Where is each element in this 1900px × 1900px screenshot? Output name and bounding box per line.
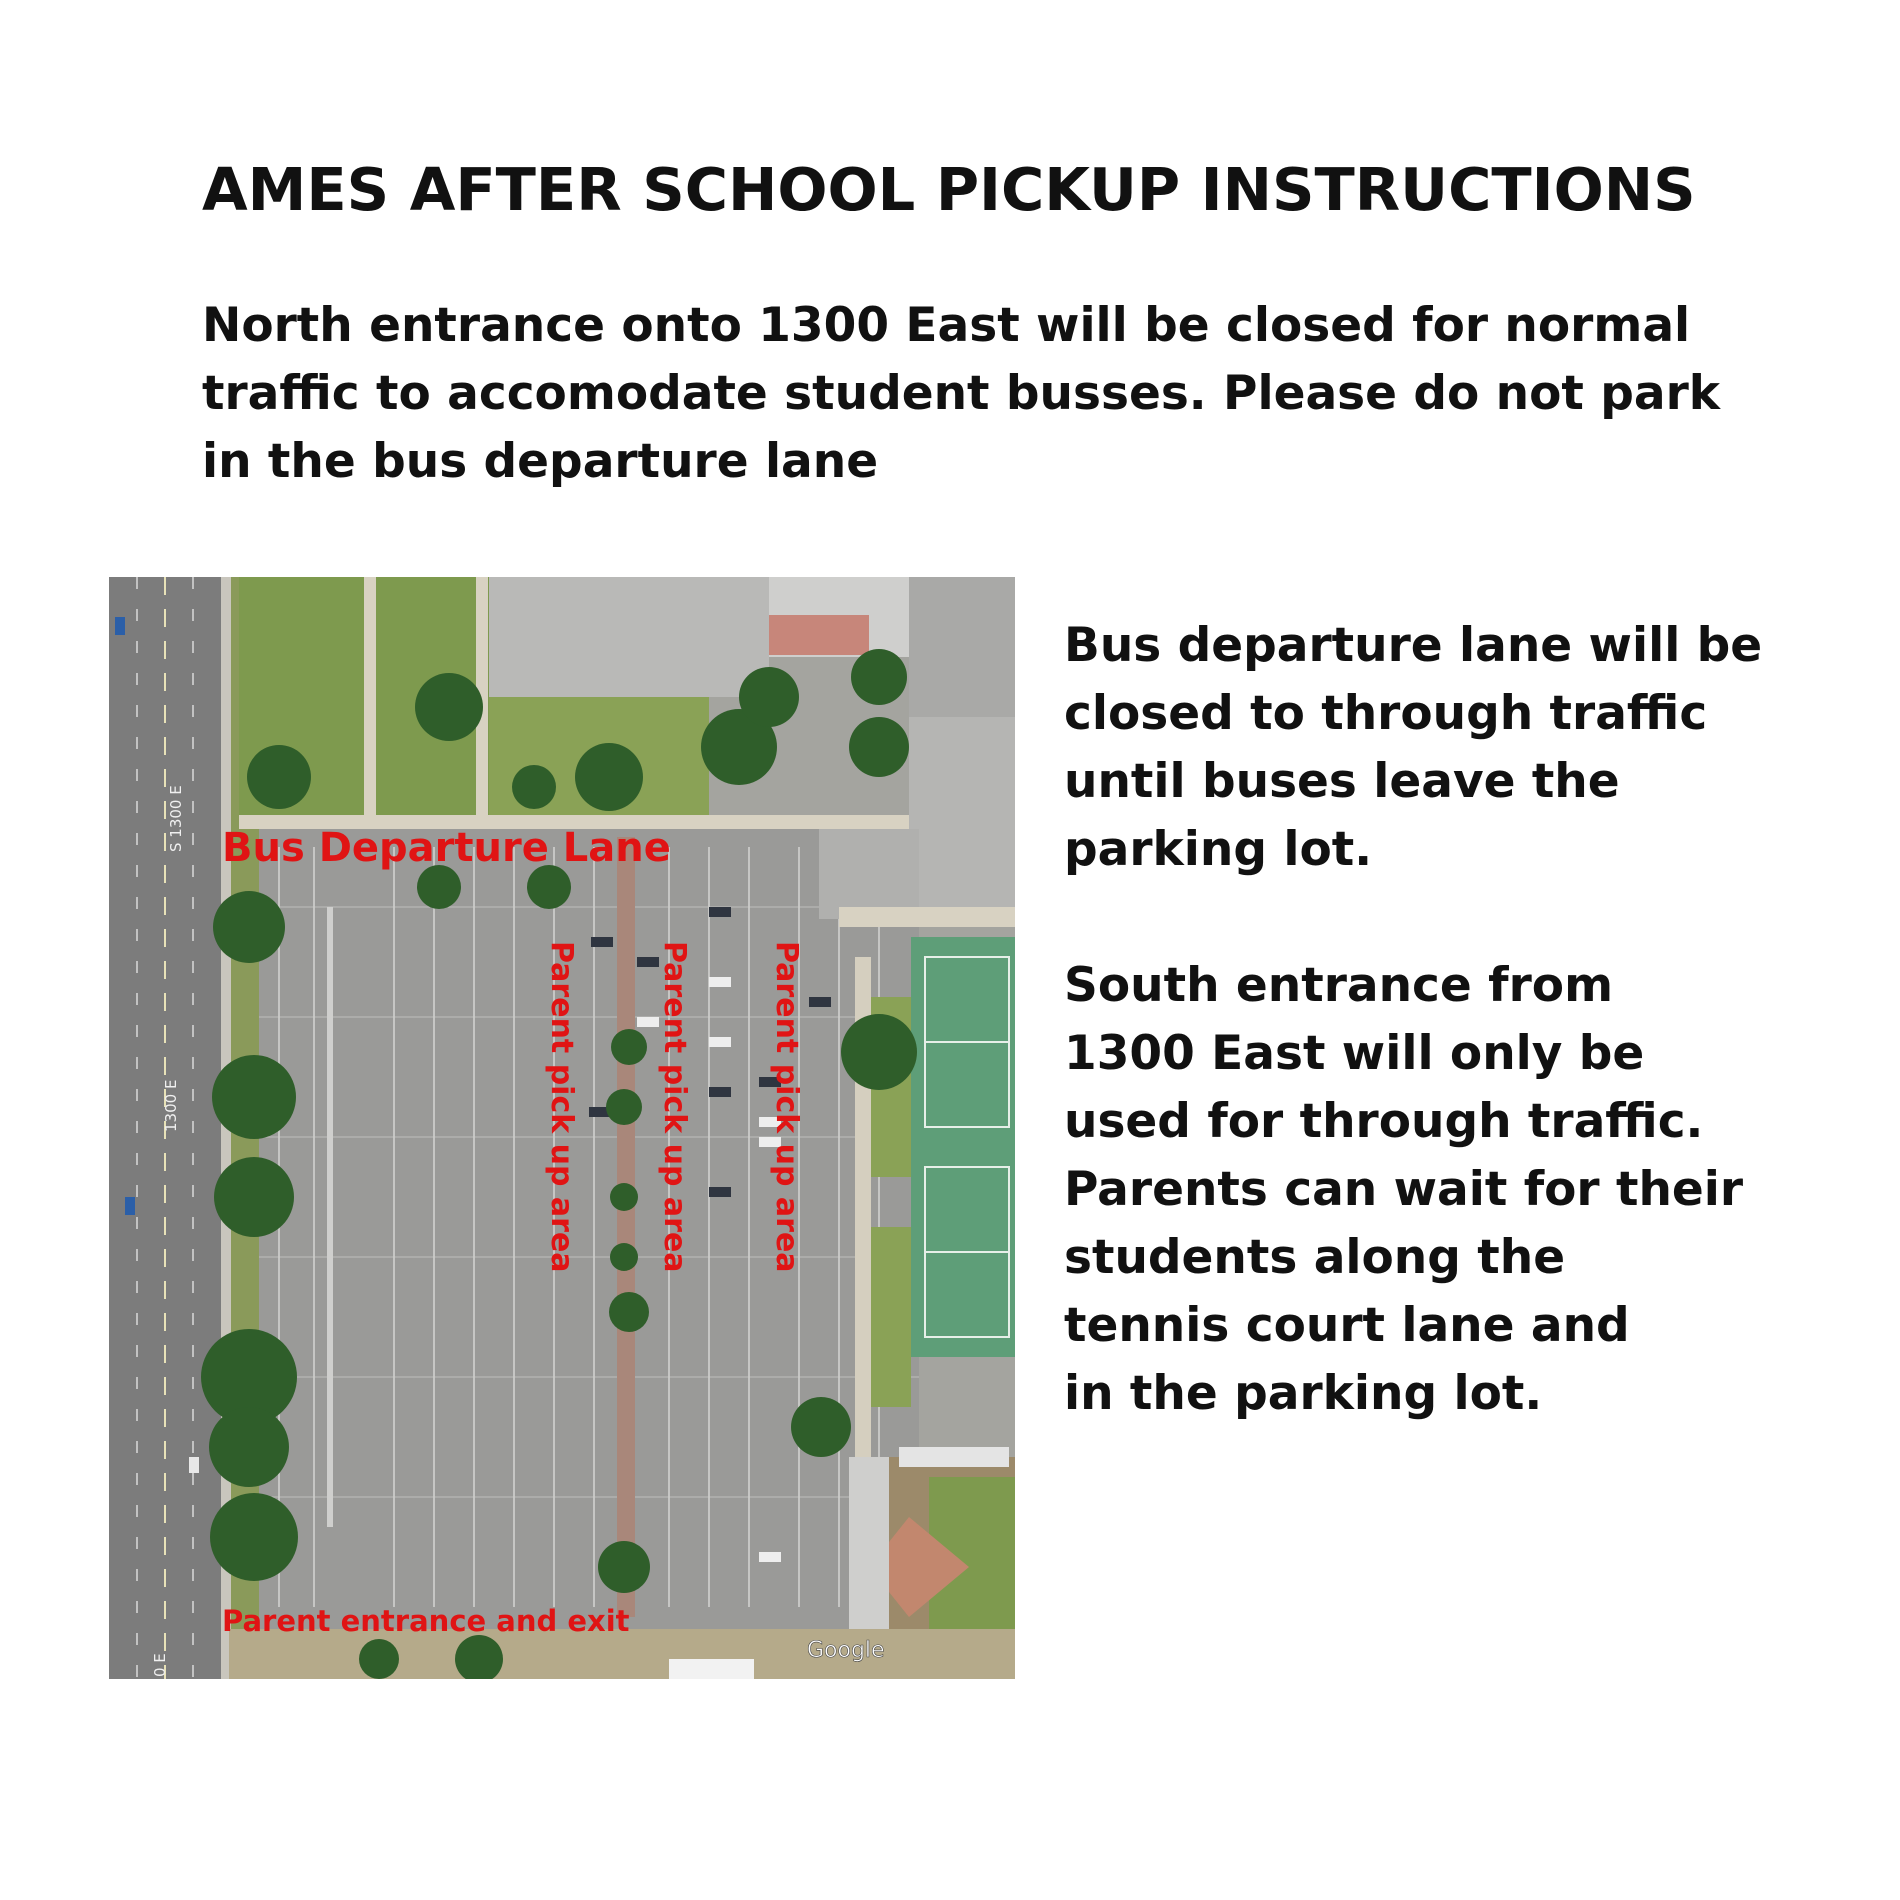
note-line: tennis court lane and [1064, 1298, 1630, 1353]
intro-line: in the bus departure lane [202, 434, 879, 489]
road-label-partial: 0 E [151, 1653, 169, 1677]
intro-line: traffic to accomodate student busses. Please do not park [202, 366, 1721, 421]
note-line: in the parking lot. [1064, 1366, 1543, 1421]
parent-pickup-label-2: Parent pick up area [657, 941, 692, 1273]
note-line: closed to through traffic [1064, 686, 1708, 741]
note-line: students along the [1064, 1230, 1566, 1285]
note-line: 1300 East will only be [1064, 1026, 1645, 1081]
road-label-s1300e: S 1300 E [167, 785, 185, 852]
parking-lot [259, 829, 919, 1629]
aerial-map [109, 577, 1015, 1679]
note-line: Parents can wait for their [1064, 1162, 1744, 1217]
note-line: used for through traffic. [1064, 1094, 1704, 1149]
south-entrance-note [1064, 952, 1824, 1428]
tennis-courts [911, 937, 1015, 1357]
note-line: parking lot. [1064, 822, 1373, 877]
parent-pickup-label-1: Parent pick up area [544, 941, 579, 1273]
school-building [489, 577, 769, 697]
page-title: AMES AFTER SCHOOL PICKUP INSTRUCTIONS [202, 155, 1696, 224]
intro-line: North entrance onto 1300 East will be closed for normal [202, 298, 1691, 353]
road-label-1300e: 1300 E [162, 1079, 180, 1132]
intro-paragraph [202, 292, 1722, 496]
note-line: Bus departure lane will be [1064, 618, 1763, 673]
bus-lane-note [1064, 612, 1824, 884]
parent-entrance-label: Parent entrance and exit [222, 1604, 630, 1638]
note-line: until buses leave the [1064, 754, 1620, 809]
parent-pickup-label-3: Parent pick up area [769, 941, 804, 1273]
bus-departure-lane-label: Bus Departure Lane [222, 825, 671, 871]
center-median [617, 837, 635, 1617]
note-line: South entrance from [1064, 958, 1614, 1013]
map-watermark: Google [807, 1638, 885, 1663]
